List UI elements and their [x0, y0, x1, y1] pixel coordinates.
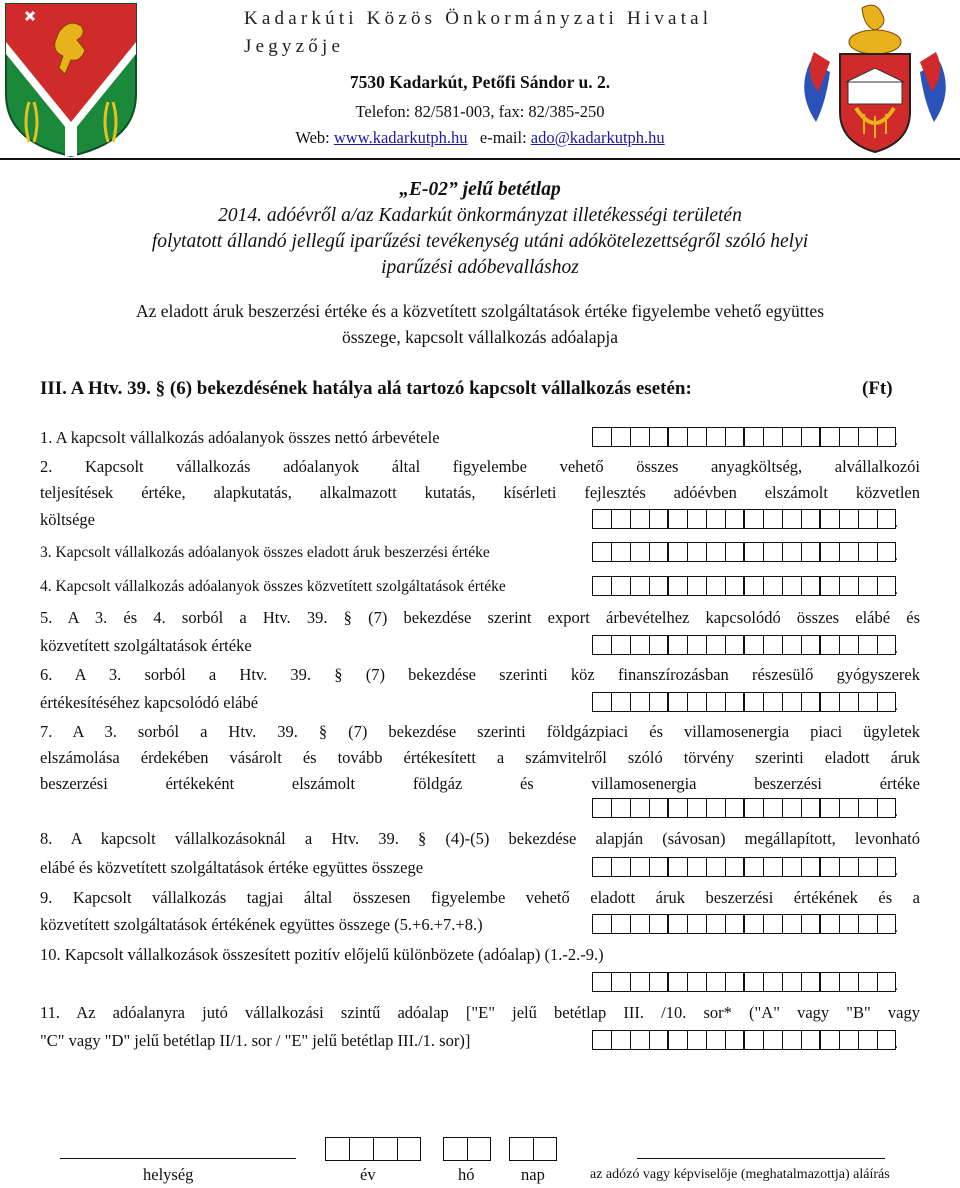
year-label: év: [360, 1165, 376, 1184]
header-divider: [0, 158, 960, 160]
row-4-text: 4. Kapcsolt vállalkozás adóalanyok összes közvetített szolgáltatások értéke: [40, 578, 506, 595]
row-11-text-line1: 11. Az adóalanyra jutó vállalkozási szintű adóalap ["E" jelű betétlap III. /10. sor* ("A" vagy "B" vagy: [40, 1003, 920, 1022]
row-5-text-line2: közvetített szolgáltatások értéke: [40, 636, 252, 655]
office-phone-fax: Telefon: 82/581-003, fax: 82/385-250: [355, 102, 605, 121]
amount-field-row-8[interactable]: . . . .: [592, 855, 896, 877]
row-2-text-line3: költsége: [40, 510, 95, 529]
form-title-line4: iparűzési adóbevalláshoz: [381, 257, 579, 278]
row-11-text-line2: "C" vagy "D" jelű betétlap II/1. sor / "E" jelű betétlap III./1. sor)]: [40, 1031, 471, 1050]
currency-unit: (Ft): [862, 378, 893, 399]
email-label: e-mail:: [479, 128, 527, 147]
row-1-text: 1. A kapcsolt vállalkozás adóalanyok összes nettó árbevétele: [40, 428, 440, 447]
form-title-line1: „E-02” jelű betétlap: [399, 179, 561, 200]
office-subname: Jegyzője: [244, 36, 345, 57]
municipal-coat-of-arms-left: [4, 2, 138, 158]
office-web-email: [160, 128, 800, 148]
web-link[interactable]: www.kadarkutph.hu: [333, 128, 468, 147]
amount-field-row-7[interactable]: . . . .: [592, 796, 896, 818]
amount-field-row-2[interactable]: . . . .: [592, 507, 896, 529]
row-6-text-line2: értékesítéséhez kapcsolódó elábé: [40, 693, 259, 712]
form-subtitle-line2: összege, kapcsolt vállalkozás adóalapja: [341, 327, 618, 347]
row-3-text: 3. Kapcsolt vállalkozás adóalanyok összes eladott áruk beszerzési értéke: [40, 544, 490, 561]
row-6-text-line1: 6. A 3. sorból a Htv. 39. § (7) bekezdése szerinti köz finanszírozásban részesülő gyógyszerek: [40, 665, 920, 684]
row-8-text-line1: 8. A kapcsolt vállalkozásoknál a Htv. 39. § (4)-(5) bekezdése alapján (sávosan) megállapított, levonható: [40, 829, 920, 848]
amount-field-row-5[interactable]: . . . .: [592, 633, 896, 655]
row-2-text-line1: 2. Kapcsolt vállalkozás adóalanyok által figyelembe vehető összes anyagköltség, alvállalkozói: [40, 457, 920, 476]
amount-field-row-1[interactable]: . . . .: [592, 425, 896, 447]
amount-field-row-3[interactable]: . . . .: [592, 540, 896, 562]
office-name: Kadarkúti Közös Önkormányzati Hivatal: [244, 8, 713, 29]
signer-label: az adózó vagy képviselője (meghatalmazottja) aláírás: [590, 1167, 890, 1182]
email-link[interactable]: ado@kadarkutph.hu: [530, 128, 665, 147]
row-10-text: 10. Kapcsolt vállalkozások összesített pozitív előjelű különbözete (adóalap) (1.-2.-9.): [40, 945, 604, 964]
day-label: nap: [521, 1165, 545, 1184]
form-title-line3: folytatott állandó jellegű iparűzési tevékenység utáni adókötelezettségről szóló helyi: [151, 231, 809, 252]
amount-field-row-9[interactable]: . . . .: [592, 912, 896, 934]
signature-line: [637, 1158, 885, 1159]
place-signature-line: [60, 1158, 296, 1159]
form-title-line2: 2014. adóévről a/az Kadarkút önkormányzat illetékességi területén: [218, 205, 742, 226]
month-label: hó: [458, 1165, 475, 1184]
amount-field-row-4[interactable]: . . . .: [592, 574, 896, 596]
row-2-text-line2: teljesítések értéke, alapkutatás, alkalmazott kutatás, kísérleti fejlesztés adóévben elszámolt közvetlen: [40, 483, 920, 502]
row-5-text-line1: 5. A 3. és 4. sorból a Htv. 39. § (7) bekezdése szerint export árbevételhez kapcsolódó összes elábé és: [40, 608, 920, 627]
month-input[interactable]: [443, 1137, 491, 1161]
section-heading: III. A Htv. 39. § (6) bekezdésének hatálya alá tartozó kapcsolt vállalkozás esetén:: [40, 378, 692, 399]
year-input[interactable]: [325, 1137, 421, 1161]
place-label: helység: [143, 1165, 194, 1184]
office-address: 7530 Kadarkút, Petőfi Sándor u. 2.: [349, 72, 611, 92]
amount-field-row-6[interactable]: . . . .: [592, 690, 896, 712]
amount-field-row-11[interactable]: . . . .: [592, 1028, 896, 1050]
municipal-coat-of-arms-right: [800, 2, 950, 158]
row-9-text-line2: közvetített szolgáltatások értékének együttes összege (5.+6.+7.+8.): [40, 915, 483, 934]
row-7-text-line3: beszerzési értékeként elszámolt földgáz és villamosenergia beszerzési értéke: [40, 774, 920, 793]
web-label: Web:: [295, 128, 330, 147]
row-7-text-line1: 7. A 3. sorból a Htv. 39. § (7) bekezdése szerinti földgázpiaci és villamosenergia piaci ügyletek: [40, 722, 920, 741]
day-input[interactable]: [509, 1137, 557, 1161]
row-8-text-line2: elábé és közvetített szolgáltatások értéke együttes összege: [40, 858, 424, 877]
row-7-text-line2: elszámolása érdekében vásárolt és tovább értékesített a számvitelről szóló törvény szerinti eladott áruk: [40, 748, 920, 767]
row-9-text-line1: 9. Kapcsolt vállalkozás tagjai által összesen figyelembe vehető eladott áruk beszerzési értékének és a: [40, 888, 920, 907]
amount-field-row-10[interactable]: . . . .: [592, 970, 896, 992]
form-subtitle-line1: Az eladott áruk beszerzési értéke és a közvetített szolgáltatások értéke figyelembe vehető együttes: [135, 301, 825, 321]
